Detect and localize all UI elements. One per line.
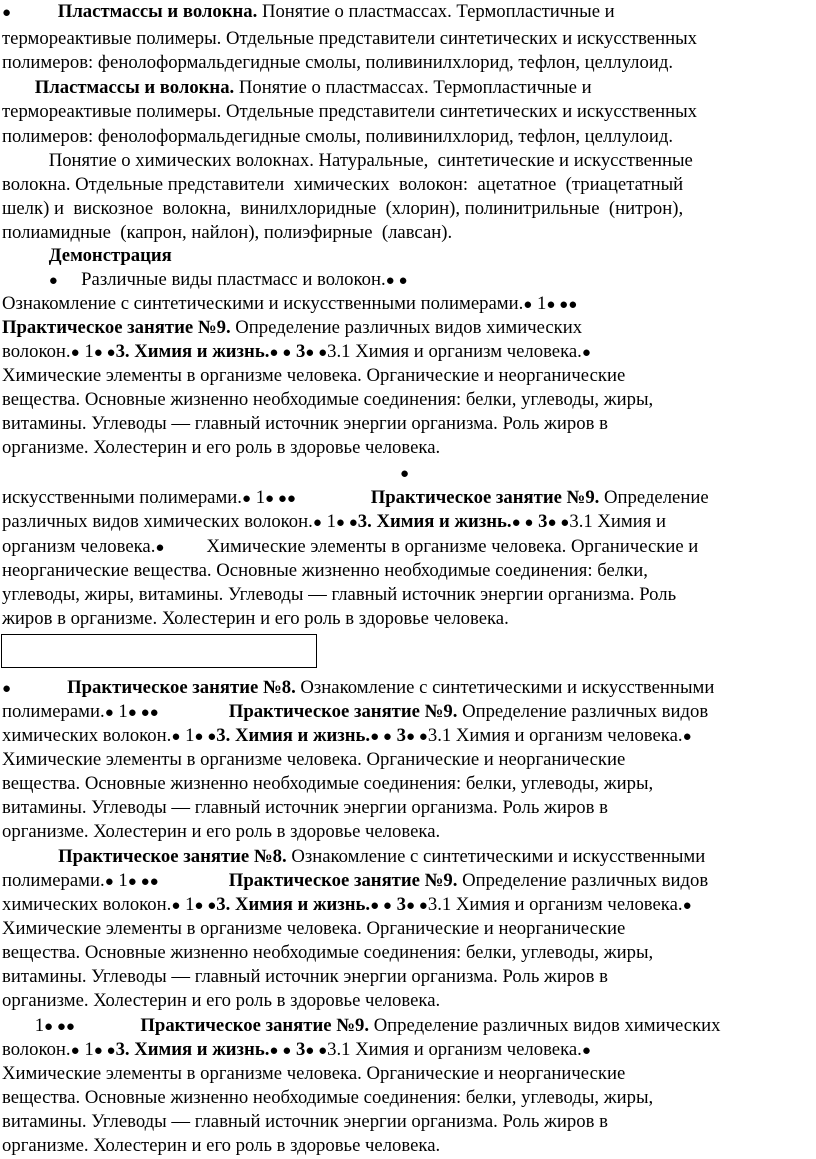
text-run: Понятие о пластмассах. Термопластичные и: [257, 1, 615, 22]
text-run: различных видов химических волокон.: [2, 511, 313, 532]
bullet-glyph: ● ●: [335, 515, 358, 531]
text-run: [11, 677, 67, 698]
bold-text: 3: [391, 725, 406, 746]
text-line: [2, 869, 708, 894]
text-run: организме. Холестерин и его роль в здоровье человека.: [2, 1135, 441, 1156]
bullet-glyph: ●: [2, 681, 12, 697]
text-run: искусственными полимерами.: [2, 487, 242, 508]
text-line: [2, 388, 653, 411]
text-line: [2, 607, 509, 630]
text-run: Химические элементы в организме человека. Органические и неорганические: [2, 918, 626, 939]
bullet-glyph: ●: [104, 705, 114, 721]
text-line: [2, 364, 625, 387]
bullet-glyph: ● ●: [385, 273, 408, 289]
text-line: [2, 917, 625, 940]
bullet-glyph: ● ●: [406, 729, 428, 745]
text-run: углеводы, жиры, витамины. Углеводы — главный источник энергии организма. Роль: [2, 584, 677, 605]
bold-text: Практическое занятие №8.: [58, 846, 287, 867]
text-run: полимеров: фенолоформальдегидные смолы, поливинилхлорид, тефлон, целлулоид.: [2, 52, 673, 73]
bullet-glyph: ●: [104, 874, 114, 890]
text-line: [2, 748, 625, 771]
text-line: [2, 173, 683, 196]
text-run: витамины. Углеводы — главный источник энергии организма. Роль жиров в: [2, 966, 608, 987]
text-line: [2, 244, 172, 267]
bold-text: Практическое занятие №8.: [67, 677, 296, 698]
bullet-glyph: ● ●●: [44, 1019, 75, 1035]
bullet-glyph: ●: [70, 1043, 80, 1059]
bullet-glyph: ● ●●: [546, 297, 578, 313]
text-run: Химические элементы в организме человека. Органические и: [164, 536, 699, 557]
bold-text: Практическое занятие №9.: [228, 870, 458, 891]
text-run: Химические элементы в организме человека. Органические и неорганические: [2, 365, 626, 386]
bullet-glyph: ●: [312, 515, 322, 531]
text-run: [159, 870, 229, 891]
text-line: [2, 796, 608, 819]
text-run: 3.1 Химия и: [569, 511, 666, 532]
text-run: Определение различных видов: [457, 870, 709, 891]
text-run: 3.1 Химия и организм человека.: [327, 1039, 582, 1060]
bullet-glyph: ● ●●: [127, 874, 159, 890]
text-line: [2, 340, 591, 365]
text-run: термореактивые полимеры. Отдельные представители синтетических и искусственных: [2, 28, 698, 49]
bullet-glyph: ●: [171, 898, 181, 914]
text-line: [2, 486, 709, 511]
bullet-glyph: ● ●●: [265, 491, 296, 507]
text-run: волокна. Отдельные представители химических волокон: ацетатное (триацетатный: [2, 174, 684, 195]
text-run: жиров в организме. Холестерин и его роль в здоровье человека.: [2, 608, 509, 629]
text-run: Определение: [599, 487, 709, 508]
text-run: 1: [79, 341, 94, 362]
text-run: организме. Холестерин и его роль в здоровье человека.: [2, 821, 441, 842]
bullet-glyph: ●: [155, 540, 165, 556]
text-run: Понятие о химических волокнах. Натуральные, синтетические и искусственные: [2, 150, 693, 171]
text-line: [2, 965, 608, 988]
text-run: [2, 77, 35, 98]
text-run: [2, 846, 58, 867]
bullet-glyph: ●: [682, 898, 692, 914]
text-run: Определение различных видов химических: [369, 1015, 721, 1036]
text-run: Различные виды пластмасс и волокон.: [57, 269, 386, 290]
text-run: организме. Холестерин и его роль в здоровье человека.: [2, 990, 441, 1011]
text-run: термореактивые полимеры. Отдельные представители синтетических и искусственных: [2, 101, 698, 122]
bullet-glyph: ●: [241, 491, 252, 507]
text-run: 1: [180, 894, 195, 915]
text-run: витамины. Углеводы — главный источник энергии организма. Роль жиров в: [2, 1111, 608, 1132]
text-run: организме. Холестерин и его роль в здоровье человека.: [2, 437, 441, 458]
bullet-glyph: ●: [400, 466, 410, 482]
bold-text: Практическое занятие №9.: [370, 487, 600, 508]
text-run: Химические элементы в организме человека. Органические и неорганические: [2, 749, 626, 770]
text-run: 1: [180, 725, 195, 746]
text-run: [11, 1, 58, 22]
text-run: 1: [532, 293, 547, 314]
bold-text: 3: [291, 1039, 306, 1060]
bullet-glyph: ●: [682, 729, 692, 745]
text-line: [2, 0, 615, 25]
text-run: химических волокон.: [2, 894, 172, 915]
text-run: вещества. Основные жизненно необходимые соединения: белки, углеводы, жиры,: [2, 1087, 654, 1108]
text-line: [2, 893, 692, 918]
text-run: волокон.: [2, 341, 71, 362]
bullet-glyph: ● ●: [194, 898, 217, 914]
text-run: [296, 487, 371, 508]
bullet-glyph: ●: [581, 1043, 591, 1059]
text-run: организм человека.: [2, 536, 156, 557]
text-run: химических волокон.: [2, 725, 172, 746]
bold-text: Практическое занятие №9.: [228, 701, 458, 722]
text-run: 3.1 Химия и организм человека.: [427, 894, 683, 915]
text-line: [2, 676, 714, 701]
text-line: [2, 559, 648, 582]
text-run: неорганические вещества. Основные жизненно необходимые соединения: белки,: [2, 560, 648, 581]
text-run: вещества. Основные жизненно необходимые соединения: белки, углеводы, жиры,: [2, 773, 654, 794]
text-run: вещества. Основные жизненно необходимые соединения: белки, углеводы, жиры,: [2, 389, 654, 410]
text-run: полимерами.: [2, 701, 105, 722]
text-line: [2, 51, 673, 74]
bullet-glyph: ● ●: [93, 345, 116, 361]
bullet-glyph: ● ●: [194, 729, 217, 745]
bullet-glyph: ●: [48, 273, 58, 289]
text-line: [2, 221, 452, 244]
text-line: [2, 820, 440, 843]
text-run: [2, 245, 49, 266]
text-run: 3.1 Химия и организм человека.: [427, 725, 683, 746]
text-run: полимерами.: [2, 870, 105, 891]
text-run: 1: [79, 1039, 94, 1060]
text-line: [2, 1062, 625, 1085]
bullet-glyph: ● ●: [547, 515, 570, 531]
text-line: [2, 292, 577, 317]
text-line: [2, 268, 408, 293]
bullet-glyph: ● ●: [406, 898, 428, 914]
text-line: [400, 461, 409, 486]
bullet-glyph: ● ●: [269, 345, 292, 361]
text-line: [2, 1014, 721, 1039]
bold-text: Пластмассы и волокна.: [34, 77, 235, 98]
text-run: Ознакомление с синтетическими и искусственными полимерами.: [2, 293, 524, 314]
text-line: [2, 845, 705, 868]
text-run: Ознакомление с синтетическими и искусственными: [286, 846, 706, 867]
text-line: [2, 27, 697, 50]
bullet-glyph: ● ●: [269, 1043, 292, 1059]
bullet-glyph: ● ●: [93, 1043, 116, 1059]
text-line: [2, 1110, 608, 1133]
bold-text: 3: [291, 341, 306, 362]
text-run: волокон.: [2, 1039, 71, 1060]
text-run: полиамидные (капрон, найлон), полиэфирные (лавсан).: [2, 222, 453, 243]
bullet-glyph: ● ●: [305, 345, 328, 361]
bold-text: Практическое занятие №9.: [2, 317, 231, 338]
text-run: [2, 269, 49, 290]
empty-frame: [1, 634, 317, 668]
text-line: [2, 149, 693, 172]
text-line: [2, 772, 653, 795]
bold-text: 3: [533, 511, 548, 532]
text-run: 1: [2, 1015, 45, 1036]
text-run: вещества. Основные жизненно необходимые соединения: белки, углеводы, жиры,: [2, 942, 654, 963]
text-line: [2, 535, 698, 560]
text-line: [2, 76, 592, 99]
text-run: Понятие о пластмассах. Термопластичные и: [234, 77, 592, 98]
bullet-glyph: ● ●: [370, 729, 392, 745]
bold-text: 3. Химия и жизнь.: [216, 894, 371, 915]
text-run: витамины. Углеводы — главный источник энергии организма. Роль жиров в: [2, 413, 608, 434]
bold-text: Практическое занятие №9.: [140, 1015, 370, 1036]
bold-text: 3. Химия и жизнь.: [115, 341, 270, 362]
bold-text: 3: [391, 894, 406, 915]
text-run: витамины. Углеводы — главный источник энергии организма. Роль жиров в: [2, 797, 608, 818]
bullet-glyph: ●: [581, 345, 591, 361]
bullet-glyph: ● ●: [511, 515, 534, 531]
bullet-glyph: ●: [70, 345, 80, 361]
text-run: [159, 701, 229, 722]
bullet-glyph: ● ●●: [127, 705, 159, 721]
text-run: 1: [251, 487, 266, 508]
bullet-glyph: ●: [2, 5, 12, 21]
text-run: Определение различных видов химических: [230, 317, 583, 338]
text-run: [75, 1015, 140, 1036]
text-line: [2, 197, 683, 220]
text-line: [2, 941, 653, 964]
text-run: 1: [113, 701, 128, 722]
text-line: [2, 436, 440, 459]
text-line: [2, 510, 666, 535]
text-line: [2, 583, 676, 606]
bullet-glyph: ● ●: [370, 898, 392, 914]
bold-text: Пластмассы и волокна.: [57, 1, 258, 22]
text-line: [2, 1038, 591, 1063]
text-line: [2, 989, 440, 1012]
text-line: [2, 125, 673, 148]
bold-text: 3. Химия и жизнь.: [115, 1039, 270, 1060]
bullet-glyph: ● ●: [305, 1043, 328, 1059]
text-line: [2, 724, 692, 749]
text-line: [2, 412, 608, 435]
text-run: 1: [321, 511, 336, 532]
bold-text: 3. Химия и жизнь.: [216, 725, 371, 746]
bullet-glyph: ●: [171, 729, 181, 745]
bold-text: 3. Химия и жизнь.: [357, 511, 512, 532]
text-line: [2, 1134, 440, 1157]
text-run: Определение различных видов: [457, 701, 709, 722]
text-run: 1: [113, 870, 128, 891]
bullet-glyph: ●: [523, 297, 533, 313]
text-line: [2, 1086, 653, 1109]
text-run: шелк) и вискозное волокна, винилхлоридные (хлорин), полинитрильные (нитрон),: [2, 198, 684, 219]
text-run: Ознакомление с синтетическими и искусственными: [295, 677, 715, 698]
text-line: [2, 316, 582, 339]
text-line: [2, 700, 708, 725]
text-line: [2, 100, 697, 123]
text-run: полимеров: фенолоформальдегидные смолы, поливинилхлорид, тефлон, целлулоид.: [2, 126, 673, 147]
bold-text: Демонстрация: [48, 245, 172, 266]
text-run: Химические элементы в организме человека. Органические и неорганические: [2, 1063, 626, 1084]
text-run: 3.1 Химия и организм человека.: [327, 341, 582, 362]
